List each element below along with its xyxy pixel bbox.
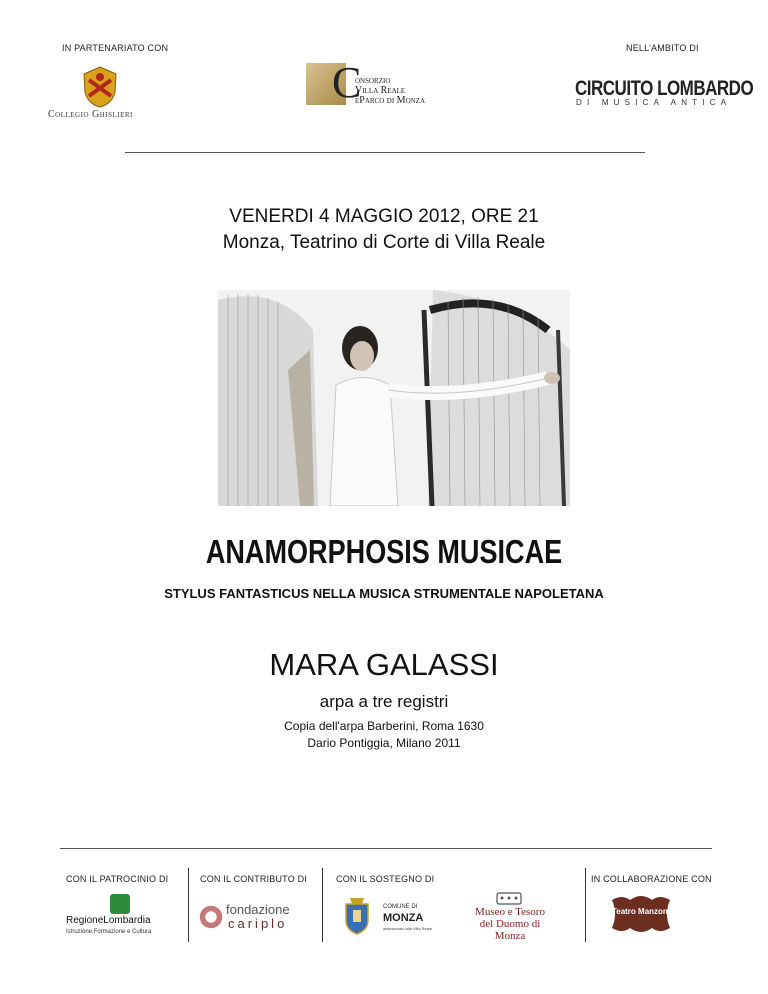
harpist-photo [218, 290, 570, 506]
context-label: NELL’AMBITO DI [626, 43, 699, 53]
monza-crest-logo [342, 896, 372, 936]
consorzio-line-3: eParco di Monza [355, 95, 426, 106]
regione-name: RegioneLombardia [66, 915, 151, 926]
event-venue: Monza, Teatrino di Corte di Villa Reale [222, 232, 546, 253]
patronage-label: CON IL PATROCINIO DI [66, 874, 169, 884]
concert-title: ANAMORPHOSIS MUSICAE [205, 533, 563, 570]
performer-name: MARA GALASSI [269, 647, 499, 682]
fondazione-cariplo-logo [198, 904, 308, 936]
cariplo-emblem [198, 904, 224, 930]
circuito-logo-subtitle: DI MUSICA ANTICA [576, 98, 732, 107]
teatro-name: Teatro Manzoni [611, 907, 671, 916]
instrument-name: arpa a tre registri [319, 692, 449, 711]
cariplo-line-2: cariplo [228, 916, 288, 931]
consorzio-line-1: onsorzio [355, 75, 391, 86]
museo-line-2: del Duomo di Monza [479, 918, 541, 942]
consorzio-text [355, 76, 425, 106]
instrument-copy-line-1: Copia dell'arpa Barberini, Roma 1630 [284, 719, 484, 733]
partner-label: IN PARTENARIATO CON [62, 43, 169, 53]
ghislieri-logo-text: Collegio Ghislieri [48, 109, 133, 120]
monza-line-1: COMUNE DI [383, 904, 418, 910]
consorzio-line-2: Villa Reale [355, 85, 406, 96]
contribution-label: CON IL CONTRIBUTO DI [200, 874, 308, 884]
cariplo-line-1: fondazione [226, 902, 290, 917]
monza-line-2: MONZA [383, 912, 424, 924]
regione-lombardia-logo [66, 894, 190, 936]
event-date-time: VENERDI 4 MAGGIO 2012, ORE 21 [229, 206, 539, 227]
footer-separator-2 [322, 868, 323, 942]
footer-separator-3 [585, 868, 586, 942]
circuito-logo-title: CIRCUITO LOMBARDO [575, 76, 754, 100]
regione-emblem [110, 894, 130, 914]
regione-subtitle: Istruzione,Formazione e Cultura [66, 929, 152, 935]
support-label: CON IL SOSTEGNO DI [336, 874, 435, 884]
consorzio-logo [306, 58, 458, 107]
header-divider [125, 152, 645, 153]
ghislieri-crest-logo [82, 66, 118, 108]
consorzio-initial: C [332, 58, 362, 107]
collaboration-label: IN COLLABORAZIONE CON [591, 874, 712, 884]
footer-divider [60, 848, 712, 849]
museo-crown-logo [496, 889, 522, 905]
teatro-manzoni-logo [610, 894, 672, 934]
concert-subtitle: STYLUS FANTASTICUS NELLA MUSICA STRUMENTALE NAPOLETANA [164, 586, 604, 601]
monza-line-3: assessorato alla Villa Reale [383, 926, 433, 931]
museo-line-1: Museo e Tesoro [475, 906, 545, 918]
instrument-copy-line-2: Dario Pontiggia, Milano 2011 [307, 736, 461, 750]
